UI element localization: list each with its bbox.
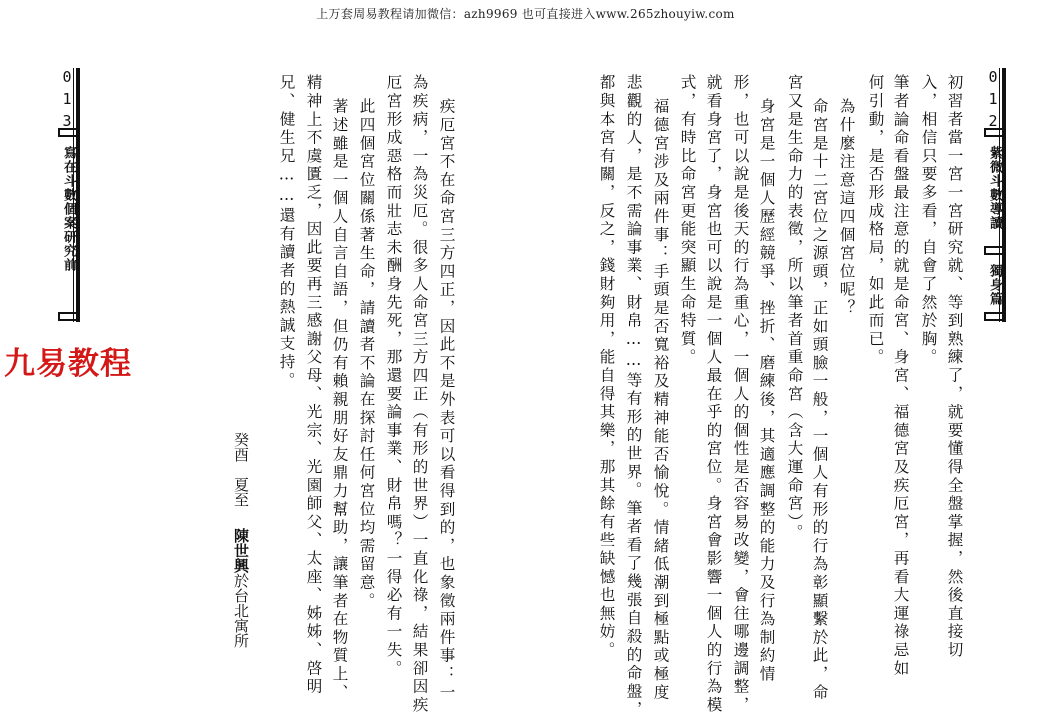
body-line: 著述雖是一個人自言自語，但仍有賴親朋好友鼎力幫助，讓筆者在物質上、 — [330, 98, 349, 702]
body-line: 為什麼注意這四個宮位呢？ — [837, 98, 856, 318]
body-line: 身宮是一個人歷經競爭、挫折、磨練後，其適應調整的能力及行為制約情 — [757, 98, 776, 684]
body-line: 福德宮涉及兩件事：手頭是否寬裕及精神能否愉悅。情緒低潮到極點或極度 — [651, 98, 670, 702]
top-banner: 上万套周易教程请加微信：azh9969 也可直接进入www.265zhouyiw.com — [316, 7, 735, 21]
body-line: 形，也可以說是後天的行為重心，一個人的個性是否容易改變，會往哪邊調整， — [731, 74, 750, 715]
body-line: 精神上不虞匱乏，因此要再三感謝父母、光宗、光園師父、太座、姊姊、啓明 — [304, 74, 323, 697]
body-line: 都與本宮有關，反之，錢財夠用，能自得其樂，那其餘有些缺憾也無妨。 — [597, 74, 616, 660]
body-line: 兄、健生兄……還有讀者的熱誠支持。 — [277, 74, 296, 390]
title-bracket-bottom — [58, 312, 78, 321]
signature-date: 癸酉 夏至 — [232, 432, 250, 507]
title-bracket-top — [58, 128, 78, 137]
body-line: 悲觀的人，是不需論事業、財帛……等有形的世界。筆者看了幾張自殺的命盤， — [624, 74, 643, 720]
page-number: 013 — [58, 68, 76, 134]
body-line: 疾厄宮不在命宮三方四正，因此不是外表可以看得到的，也象徵兩件事：一 — [437, 98, 456, 702]
running-title: 紫微斗數導讀 — [987, 146, 1002, 230]
signature-place: 於台北寓所 — [232, 573, 250, 648]
body-line: 此四個宮位關係著生命，請讀者不論在探討任何宮位均需留意。 — [357, 98, 376, 611]
right-page-header — [984, 68, 1006, 322]
section-title: 獨身篇 — [987, 264, 1002, 306]
running-title: 寫在斗數個案研究前 — [61, 146, 76, 272]
body-line: 就看身宮了，身宮也可以說是一個人最在乎的宮位。身宮會影響一個人的行為模 — [704, 74, 723, 715]
body-line: 何引動，是否形成格局，如此而已。 — [866, 74, 885, 367]
title-bracket-mid — [984, 246, 1004, 255]
body-line: 初習者當一宮一宮研究就、等到熟練了，就要懂得全盤掌握，然後直接切 — [945, 74, 964, 660]
left-page-header — [58, 68, 80, 322]
body-line: 宮又是生命力的表徵，所以筆者首重命宮（含大運命宮）。 — [785, 74, 804, 542]
title-bracket-top — [984, 128, 1004, 137]
body-line: 筆者論命看盤最注意的就是命宮、身宮、福德宮及疾厄宮，再看大運祿忌如 — [891, 74, 910, 678]
author-name: 陳世興 — [232, 528, 250, 573]
signature-block — [233, 528, 248, 648]
title-bracket-bottom — [984, 312, 1004, 321]
body-line: 為疾病，一為災厄。很多人命宮三方四正（有形的世界）一直化祿，結果卻因疾 — [410, 74, 429, 715]
body-line: 命宮是十二宮位之源頭，正如頭臉一般，一個人有形的行為彰顯繫於此，命 — [810, 98, 829, 702]
body-line: 式，有時比命宮更能突顯生命特質。 — [678, 74, 697, 367]
body-line: 入，相信只要多看，自會了然於胸。 — [919, 74, 938, 367]
watermark-logo: 九易教程 — [4, 346, 132, 382]
body-line: 厄宮形成惡格而壯志未酬身先死，那還要論事業、財帛嗎？一得必有一失。 — [384, 74, 403, 678]
page-number: 012 — [984, 68, 1002, 134]
